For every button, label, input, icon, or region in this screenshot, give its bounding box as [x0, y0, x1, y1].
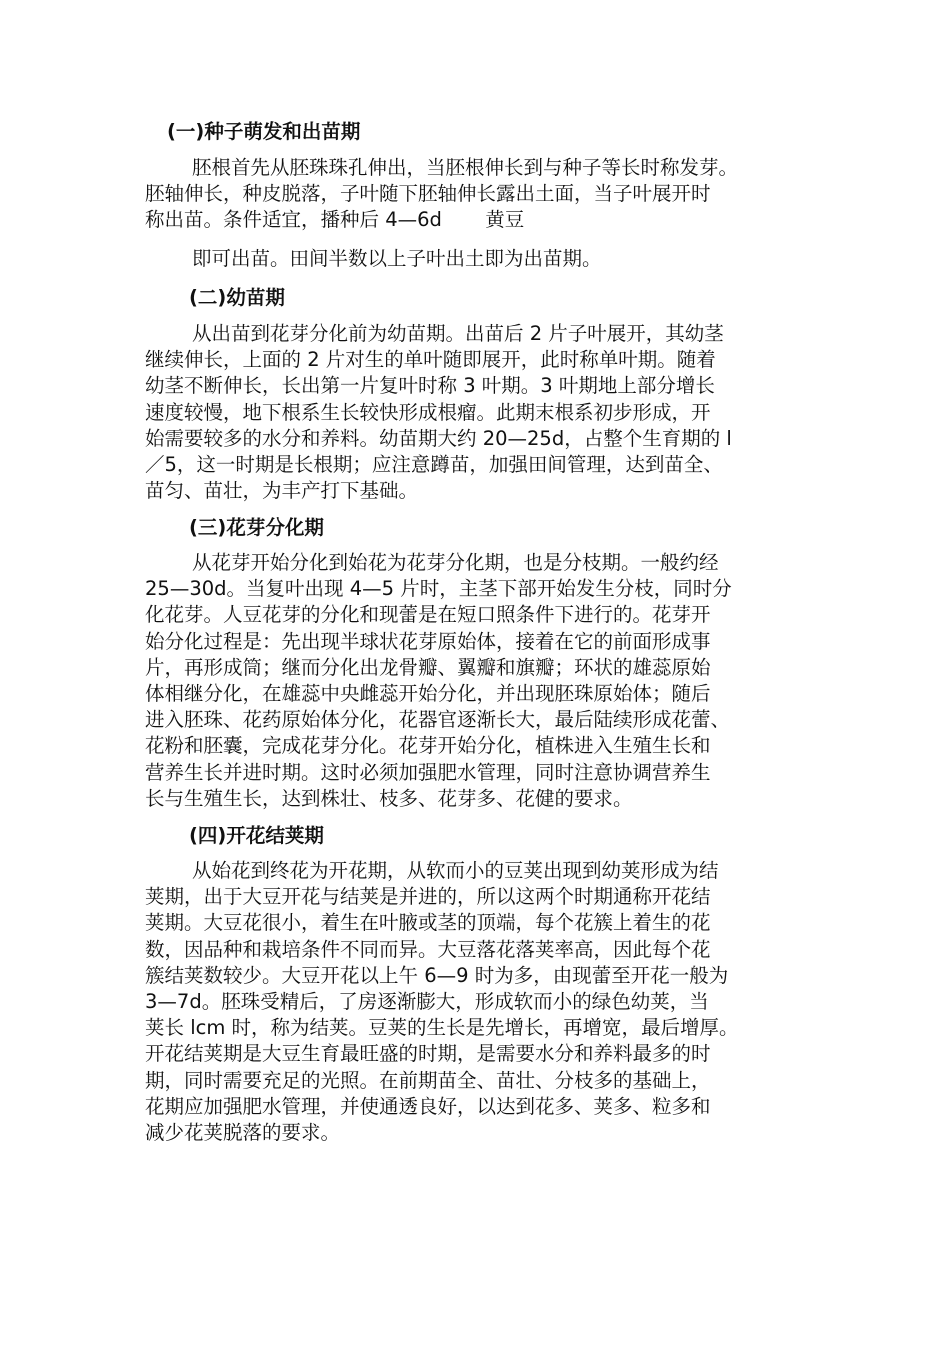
text-line: 从出苗到花芽分化前为幼苗期。出苗后 2 片子叶展开，其幼茎: [192, 322, 724, 345]
text-line: ／5，这一时期是长根期；应注意蹲苗，加强田间管理，达到苗全、: [145, 453, 723, 477]
text-line: 即可出苗。田间半数以上子叶出土即为出苗期。: [192, 247, 602, 270]
section-heading-1: (一)种子萌发和出苗期: [167, 120, 361, 143]
text-line: 体相继分化，在雄蕊中央雌蕊开始分化，并出现胚珠原始体；随后: [145, 682, 711, 706]
section-heading-2: (二)幼苗期: [189, 286, 285, 309]
text-line: 25—30d。当复叶出现 4—5 片时，主茎下部开始发生分枝，同时分: [145, 577, 732, 601]
section-heading-4: (四)开花结荚期: [189, 824, 324, 847]
text-line: 称出苗。条件适宜，播种后 4—6d 黄豆: [145, 208, 525, 232]
text-line: 从花芽开始分化到始花为花芽分化期，也是分枝期。一般约经: [192, 551, 719, 574]
text-line: 始分化过程是：先出现半球状花芽原始体，接着在它的前面形成事: [145, 629, 711, 653]
text-line: 化花芽。人豆花芽的分化和现蕾是在短口照条件下进行的。花芽开: [145, 603, 711, 627]
text-line: 胚轴伸长，种皮脱落，子叶随下胚轴伸长露出土面，当子叶展开时: [145, 182, 711, 206]
text-line: 荚长 lcm 时，称为结荚。豆荚的生长是先增长，再增宽，最后增厚。: [145, 1016, 739, 1040]
paragraph-1-2: [145, 246, 817, 272]
text-line: 片，再形成筒；继而分化出龙骨瓣、翼瓣和旗瓣；环状的雄蕊原始: [145, 655, 711, 679]
text-line: 数，因品种和栽培条件不同而异。大豆落花落荚率高，因此每个花: [145, 937, 711, 961]
paragraph-1-1: [145, 155, 817, 234]
text-line: 花期应加强肥水管理，并使通透良好，以达到花多、荚多、粒多和: [145, 1094, 711, 1118]
text-line: 从始花到终花为开花期，从软而小的豆荚出现到幼荚形成为结: [192, 859, 719, 882]
section-heading-3: (三)花芽分化期: [189, 516, 324, 539]
text-line: 长与生殖生长，达到株壮、枝多、花芽多、花健的要求。: [145, 786, 633, 810]
text-line: 速度较慢，地下根系生长较快形成根瘤。此期末根系初步形成，开: [145, 400, 711, 424]
text-line: 荚期，出于大豆开花与结荚是并进的，所以这两个时期通称开花结: [145, 885, 711, 909]
text-line: 幼茎不断伸长，长出第一片复叶时称 3 叶期。3 叶期地上部分增长: [145, 374, 715, 398]
text-line: 期，同时需要充足的光照。在前期苗全、苗壮、分枝多的基础上，: [145, 1068, 711, 1092]
text-line: 继续伸长，上面的 2 片对生的单叶随即展开，此时称单叶期。随着: [145, 348, 716, 372]
paragraph-3-1: [145, 550, 817, 812]
paragraph-2-1: [145, 321, 817, 504]
text-line: 减少花荚脱落的要求。: [145, 1121, 341, 1145]
text-line: 3—7d。胚珠受精后，了房逐渐膨大，形成软而小的绿色幼荚，当: [145, 990, 709, 1014]
text-line: 开花结荚期是大豆生育最旺盛的时期，是需要水分和养料最多的时: [145, 1042, 711, 1066]
text-line: 荚期。大豆花很小，着生在叶腋或茎的顶端，每个花簇上着生的花: [145, 911, 711, 935]
text-line: 营养生长并进时期。这时必须加强肥水管理，同时注意协调营养生: [145, 760, 711, 784]
text-line: 簇结荚数较少。大豆开花以上午 6—9 时为多，由现蕾至开花一般为: [145, 963, 729, 987]
text-line: 花粉和胚囊，完成花芽分化。花芽开始分化，植株进入生殖生长和: [145, 734, 711, 758]
text-line: 始需要较多的水分和养料。幼苗期大约 20—25d，占整个生育期的 l: [145, 426, 732, 450]
text-line: 苗匀、苗壮，为丰产打下基础。: [145, 479, 419, 503]
text-line: 胚根首先从胚珠珠孔伸出，当胚根伸长到与种子等长时称发芽。: [192, 156, 739, 179]
text-line: 进入胚珠、花药原始体分化，花器官逐渐长大，最后陆续形成花蕾、: [145, 708, 731, 732]
paragraph-4-1: [145, 858, 817, 1146]
